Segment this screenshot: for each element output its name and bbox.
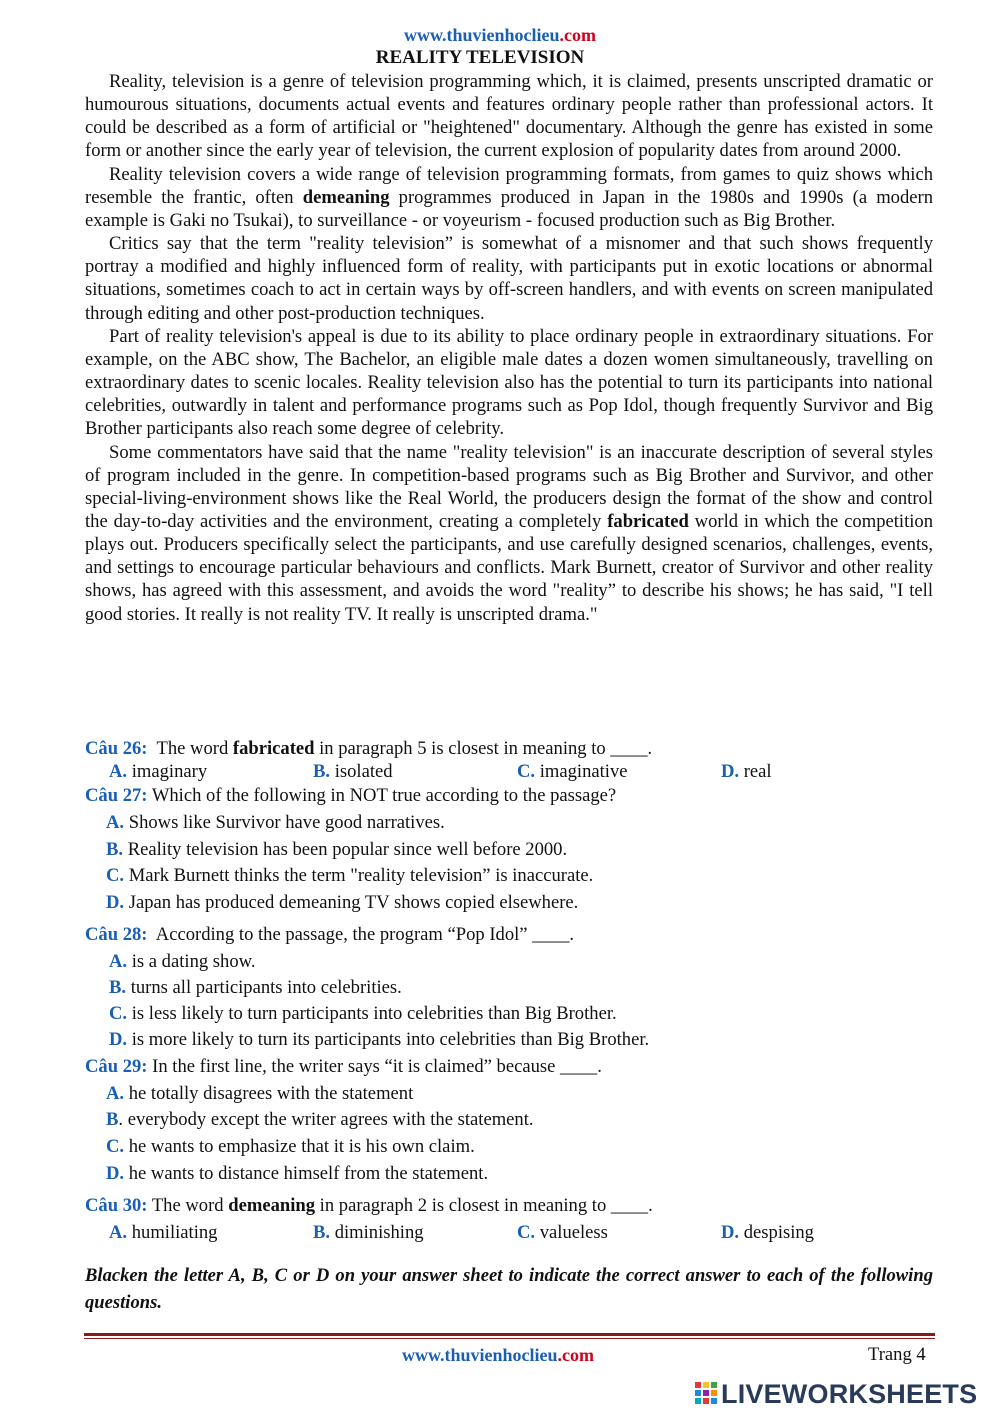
site-name: www.thuvienhoclieu [402, 1345, 558, 1365]
q26-option-d[interactable]: D. real [721, 761, 772, 782]
section-instruction: Blacken the letter A, B, C or D on your answer sheet to indicate the correct answer to each of the following questions. [85, 1265, 933, 1313]
q27-option-a[interactable]: A. Shows like Survivor have good narratives. [106, 812, 445, 833]
q28-option-a[interactable]: A. is a dating show. [109, 951, 256, 972]
question-number: Câu 29: [85, 1056, 148, 1077]
site-header[interactable] [0, 24, 1000, 46]
question-29: Câu 29: In the first line, the writer says “it is claimed” because ____. [85, 1056, 602, 1077]
q28-option-b[interactable]: B. turns all participants into celebrities. [109, 977, 402, 998]
q28-option-d[interactable]: D. is more likely to turn its participants into celebrities than Big Brother. [109, 1029, 650, 1050]
liveworksheets-grid-icon [695, 1382, 717, 1404]
q27-option-b[interactable]: B. Reality television has been popular since well before 2000. [106, 839, 568, 860]
q29-option-d[interactable]: D. he wants to distance himself from the statement. [106, 1163, 489, 1184]
reading-passage [85, 70, 933, 626]
liveworksheets-logo[interactable] [695, 1379, 995, 1409]
site-name: www.thuvienhoclieu [403, 25, 560, 45]
q26-option-b[interactable]: B. isolated [313, 761, 393, 782]
q29-option-b[interactable]: B. everybody except the writer agrees with the statement. [106, 1109, 534, 1130]
question-26: Câu 26: The word fabricated in paragraph 5 is closest in meaning to ____. [85, 738, 653, 759]
q28-option-c[interactable]: C. is less likely to turn participants into celebrities than Big Brother. [109, 1003, 617, 1024]
site-domain: .com [557, 1345, 595, 1365]
question-number: Câu 27: [85, 785, 148, 806]
paragraph-3: Critics say that the term "reality television” is somewhat of a misnomer and that such shows frequently portray a modified and highly influenced form of reality, with participants put in exotic locations or abnormal situations, sometimes coach to act in certain ways by off-screen handlers, and with events on screen manipulated through editing and other post-production techniques. [85, 233, 933, 324]
q26-option-a[interactable]: A. imaginary [109, 761, 208, 782]
question-number: Câu 30: [85, 1195, 148, 1216]
paragraph-5: Some commentators have said that the name "reality television" is an inaccurate description of several styles of program included in the genre. In competition-based programs such as Big Brother and Survivor, and other special-living-environment shows like the Real World, the producers design the format of the show and control the day-to-day activities and the environment, creating a completely fabricated world in which the competition plays out. Producers specifically select the participants, and use carefully designed scenarios, challenges, events, and settings to encourage particular behaviours and conflicts. Mark Burnett, creator of Survivor and other reality shows, has agreed with this assessment, and avoids the word "reality” to describe his shows; he has said, "I tell good stories. It really is not reality TV. It really is unscripted drama." [85, 441, 934, 625]
q26-option-c[interactable]: C. imaginative [517, 761, 628, 782]
keyword-fabricated: fabricated [607, 510, 689, 532]
page-number: Trang 4 [868, 1344, 926, 1365]
question-30: Câu 30: The word demeaning in paragraph 2 is closest in meaning to ____. [85, 1195, 653, 1216]
q30-option-a[interactable]: A. humiliating [109, 1222, 218, 1243]
question-28: Câu 28: According to the passage, the program “Pop Idol” ____. [85, 924, 575, 945]
footer-rule-thin [84, 1338, 935, 1339]
paragraph-1: Reality, television is a genre of television programming which, it is claimed, presents unscripted dramatic or humourous situations, documents actual events and features ordinary people rather than professional actors. It could be described as a form of artificial or "heightened" documentary. Although the genre has existed in some form or another since the early year of television, the current explosion of popularity dates from around 2000. [85, 71, 933, 162]
question-number: Câu 28: [85, 924, 148, 945]
q27-option-d[interactable]: D. Japan has produced demeaning TV shows copied elsewhere. [106, 892, 579, 913]
paragraph-2: Reality television covers a wide range of television programming formats, from games to quiz shows which resemble the frantic, often demeaning programmes produced in Japan in the 1980s and 1990s (a modern example is Gaki no Tsukai), to surveillance - or voyeurism - focused production such as Big Brother. [85, 163, 934, 231]
paragraph-4: Part of reality television's appeal is due to its ability to place ordinary people in extraordinary situations. For example, on the ABC show, The Bachelor, an eligible male dates a dozen women simultaneously, travelling on extraordinary dates to scenic locales. Reality television also has the potential to turn its participants into national celebrities, outwardly in talent and performance programs such as Pop Idol, though frequently Survivor and Big Brother participants also reach some degree of celebrity. [85, 325, 933, 440]
site-domain: .com [559, 25, 596, 45]
q29-option-a[interactable]: A. he totally disagrees with the statement [106, 1083, 414, 1104]
page-title: REALITY TELEVISION [375, 47, 585, 68]
q30-option-b[interactable]: B. diminishing [313, 1222, 424, 1243]
footer-rule [84, 1333, 935, 1336]
q29-option-c[interactable]: C. he wants to emphasize that it is his own claim. [106, 1136, 475, 1157]
site-footer[interactable] [402, 1344, 594, 1366]
q30-option-d[interactable]: D. despising [721, 1222, 814, 1243]
question-number: Câu 26: [85, 738, 148, 759]
q30-option-c[interactable]: C. valueless [517, 1222, 608, 1243]
question-27: Câu 27: Which of the following in NOT true according to the passage? [85, 785, 617, 806]
logo-text: LIVEWORKSHEETS [721, 1379, 978, 1409]
q27-option-c[interactable]: C. Mark Burnett thinks the term "reality television” is inaccurate. [106, 865, 594, 886]
keyword-demeaning: demeaning [302, 186, 390, 208]
